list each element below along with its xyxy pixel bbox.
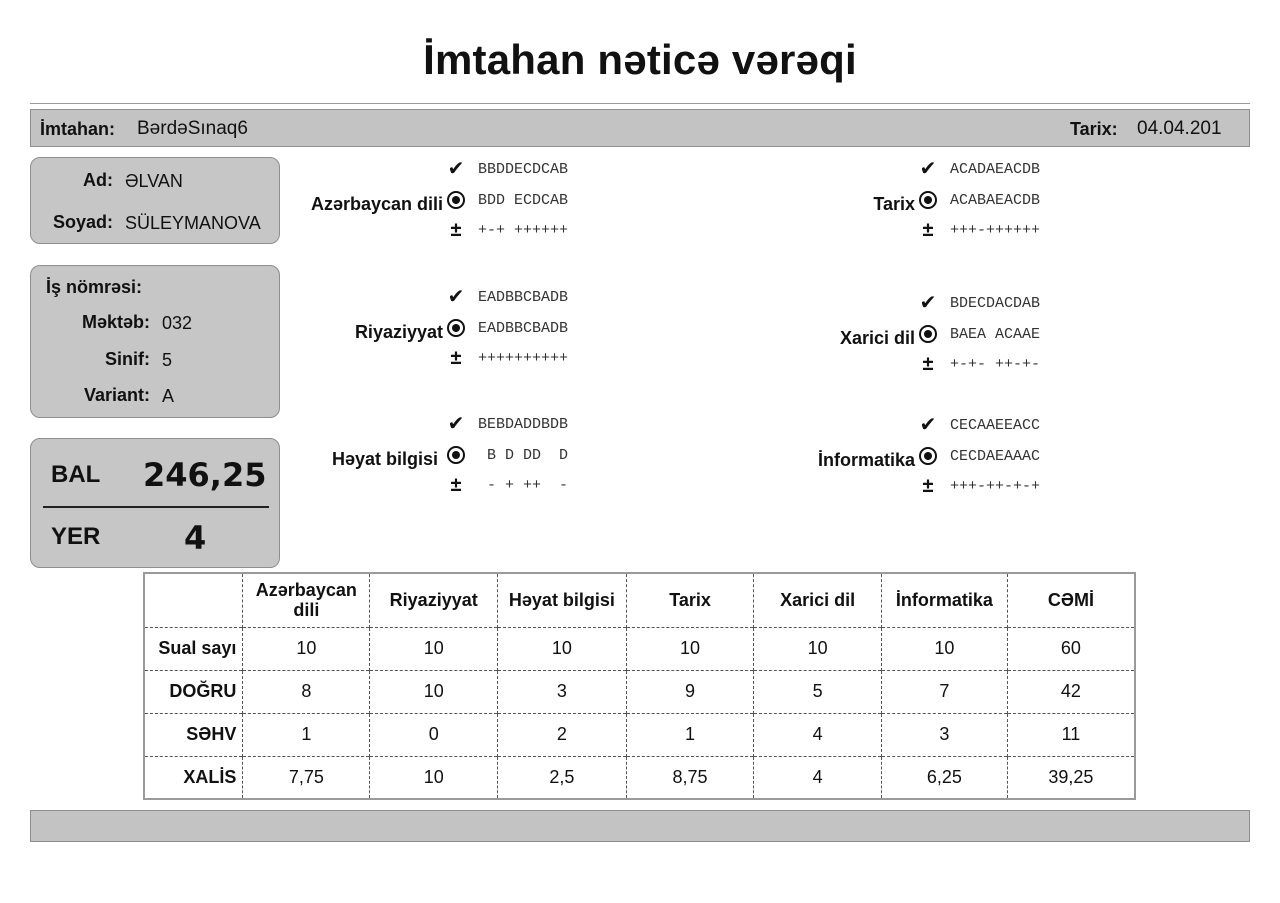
check-icon: ✔ [447, 413, 465, 435]
table-row [144, 627, 1135, 670]
table-row [144, 670, 1135, 713]
row-label: SƏHV [144, 713, 243, 756]
table-header-cell: Tarix [626, 573, 754, 627]
table-cell: 0 [370, 713, 498, 756]
table-cell: 8 [243, 670, 370, 713]
table-cell: 10 [626, 627, 754, 670]
class-label: Sinif: [105, 349, 150, 369]
table-row [144, 713, 1135, 756]
student-name-box [30, 157, 280, 244]
rank-value: 4 [184, 519, 207, 557]
subject-name: Xarici dil [839, 328, 915, 348]
subject-name: İnformatika [817, 450, 915, 470]
table-cell: 1 [243, 713, 370, 756]
target-icon [918, 325, 938, 345]
check-icon: ✔ [919, 158, 937, 180]
score-value: 246,25 [143, 456, 267, 494]
table-cell: 8,75 [626, 756, 754, 799]
work-number-label: İş nömrəsi: [46, 277, 143, 297]
class-value: 5 [162, 350, 173, 370]
date-value: 04.04.201 [1137, 118, 1222, 139]
table-header-cell: CƏMİ [1007, 573, 1135, 627]
answer-key: CECAAEEACC [950, 417, 1041, 434]
score-label: BAL [51, 461, 101, 488]
subject-block-riyaziyyat [268, 286, 588, 376]
check-icon: ✔ [447, 158, 465, 180]
target-icon [446, 319, 466, 339]
subject-block-tarix [740, 158, 1060, 248]
table-header-cell: Xarici dil [754, 573, 882, 627]
table-cell: 10 [370, 627, 498, 670]
date-label: Tarix: [1070, 119, 1118, 139]
score-divider [43, 506, 269, 508]
variant-label: Variant: [83, 385, 150, 405]
first-name-label: Ad: [83, 170, 113, 190]
subject-block-azerbaycan-dili [268, 158, 588, 248]
student-answers: BDD ECDCAB [478, 192, 569, 209]
variant-value: A [162, 386, 175, 406]
table-cell: 4 [754, 756, 882, 799]
results-table [143, 572, 1136, 800]
answer-marks: +-+ ++++++ [478, 222, 569, 239]
subject-name: Riyaziyyat [354, 322, 443, 342]
exam-label: İmtahan: [40, 119, 116, 139]
answer-key: BEBDADDBDB [478, 416, 569, 433]
target-icon [918, 191, 938, 211]
plus-minus-icon: ± [450, 219, 462, 241]
check-icon: ✔ [919, 292, 937, 314]
answer-key: BDECDACDAB [950, 295, 1041, 312]
exam-value: BərdəSınaq6 [137, 118, 248, 139]
plus-minus-icon: ± [922, 475, 934, 497]
table-cell: 10 [498, 627, 627, 670]
table-header-cell: Azərbaycan dili [243, 573, 370, 627]
student-answers: CECDAEAAAC [950, 448, 1041, 465]
subject-block-informatika [740, 414, 1060, 504]
subject-name: Azərbaycan dili [310, 194, 443, 214]
table-cell: 6,25 [881, 756, 1007, 799]
answer-key: EADBBCBADB [478, 289, 569, 306]
student-answers: EADBBCBADB [478, 320, 569, 337]
table-cell: 7 [881, 670, 1007, 713]
table-cell: 5 [754, 670, 882, 713]
table-cell: 60 [1007, 627, 1135, 670]
table-cell: 2,5 [498, 756, 627, 799]
first-name-value: ƏLVAN [125, 171, 183, 191]
plus-minus-icon: ± [450, 474, 462, 496]
school-value: 032 [162, 313, 193, 333]
table-cell: 3 [498, 670, 627, 713]
table-cell: 9 [626, 670, 754, 713]
table-cell: 42 [1007, 670, 1135, 713]
answer-marks: +++-++++++ [950, 222, 1041, 239]
table-cell: 4 [754, 713, 882, 756]
answer-marks: +++-++-+-+ [950, 478, 1041, 495]
row-label: XALİS [144, 756, 243, 799]
subject-block-heyat-bilgisi [268, 413, 588, 503]
table-header-cell [144, 573, 243, 627]
table-cell: 10 [754, 627, 882, 670]
exam-header-bar [30, 109, 1250, 147]
table-cell: 7,75 [243, 756, 370, 799]
table-header-cell: İnformatika [881, 573, 1007, 627]
row-label: DOĞRU [144, 670, 243, 713]
answer-marks: +-+- ++-+- [950, 356, 1041, 373]
check-icon: ✔ [447, 286, 465, 308]
check-icon: ✔ [919, 414, 937, 436]
table-cell: 2 [498, 713, 627, 756]
table-cell: 10 [370, 756, 498, 799]
table-header-cell: Həyat bilgisi [498, 573, 627, 627]
target-icon [446, 446, 466, 466]
answer-marks: - + ++ - [478, 477, 569, 494]
rank-label: YER [51, 523, 101, 550]
subject-block-xarici-dil [740, 292, 1060, 382]
plus-minus-icon: ± [450, 347, 462, 369]
title-divider [30, 103, 1250, 104]
table-cell: 10 [370, 670, 498, 713]
table-row [144, 756, 1135, 799]
table-cell: 10 [881, 627, 1007, 670]
last-name-label: Soyad: [52, 212, 113, 232]
table-cell: 1 [626, 713, 754, 756]
target-icon [918, 447, 938, 467]
answer-key: ACADAEACDB [950, 161, 1041, 178]
table-cell: 3 [881, 713, 1007, 756]
work-info-box [30, 265, 280, 418]
subject-name: Həyat bilgisi [331, 449, 438, 469]
table-header-cell: Riyaziyyat [370, 573, 498, 627]
answer-key: BBDDECDCAB [478, 161, 569, 178]
last-name-value: SÜLEYMANOVA [125, 213, 261, 233]
student-answers: ACABAEACDB [950, 192, 1041, 209]
plus-minus-icon: ± [922, 219, 934, 241]
student-answers: B D DD D [478, 447, 569, 464]
page-title: İmtahan nəticə vərəqi [423, 36, 857, 83]
subject-name: Tarix [873, 194, 915, 214]
target-icon [446, 191, 466, 211]
table-header-row [144, 573, 1135, 627]
row-label: Sual sayı [144, 627, 243, 670]
table-cell: 39,25 [1007, 756, 1135, 799]
table-cell: 10 [243, 627, 370, 670]
school-label: Məktəb: [81, 312, 150, 332]
plus-minus-icon: ± [922, 353, 934, 375]
student-answers: BAEA ACAAE [950, 326, 1041, 343]
footer-bar [30, 810, 1250, 842]
score-box [30, 438, 280, 568]
table-cell: 11 [1007, 713, 1135, 756]
answer-marks: ++++++++++ [478, 350, 569, 367]
